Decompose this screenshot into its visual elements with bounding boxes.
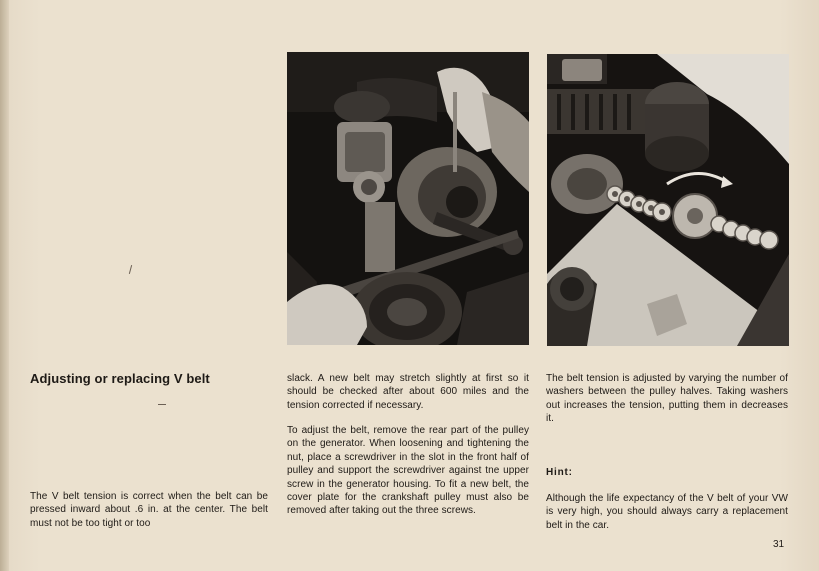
col3-paragraph-1: The belt tension is adjusted by varying the number of washers between the pulley halves. Taking washers out increases the tension, putting them in decreases it. [546, 373, 788, 425]
section-heading: Adjusting or replacing V belt [30, 371, 210, 386]
hint-label: Hint: [546, 467, 573, 478]
col2-paragraph-2: To adjust the belt, remove the rear part of the pulley on the generator. When loosening and tightening the nut, place a screwdriver in the slot in the front half of pulley and support the screwdriver against tne upper screw in the generator housing. To fit a new belt, the cover plate for the crankshaft pulley must also be removed after taking out the three screws. [287, 425, 529, 517]
photo-pulley-washers [547, 54, 789, 346]
col3-paragraph-2: Although the life expectancy of the V belt of your VW is very high, you should always carry a replacement belt in the car. [546, 493, 788, 531]
stray-mark [158, 404, 166, 405]
book-gutter [0, 0, 9, 571]
stray-tick-mark [129, 265, 132, 274]
engine-photo-left [287, 52, 529, 345]
page-number: 31 [773, 539, 785, 550]
engine-photo-right [547, 54, 789, 346]
photo-generator-pulley-loosening [287, 52, 529, 345]
col2-paragraph-1: slack. A new belt may stretch slightly at first so it should be checked after about 600 miles and the tension corrected if necessary. [287, 373, 529, 411]
col1-paragraph: The V belt tension is correct when the belt can be pressed inward about .6 in. at the center. The belt must not be too tight or too [30, 491, 268, 529]
